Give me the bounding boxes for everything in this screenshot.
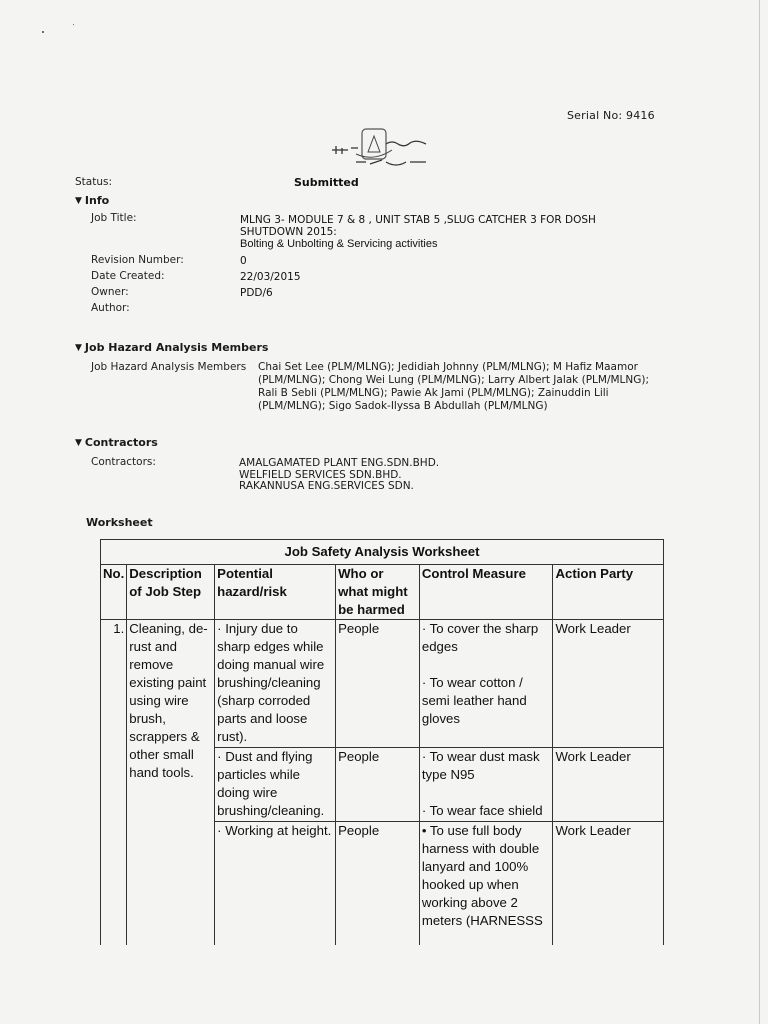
date-created-value: 22/03/2015: [240, 271, 301, 283]
table-title: Job Safety Analysis Worksheet: [101, 540, 664, 565]
scan-speck: [42, 31, 44, 33]
worksheet-heading: Worksheet: [86, 516, 153, 529]
table-row: [101, 620, 664, 748]
jha-members-section-toggle[interactable]: [75, 341, 268, 354]
author-label: Author:: [91, 302, 130, 314]
job-title-value: MLNG 3- MODULE 7 & 8 , UNIT STAB 5 ,SLUG CATCHER 3 FOR DOSH SHUTDOWN 2015: Bolting & Unbolting & Servicing activities: [240, 214, 596, 250]
collapse-triangle-icon: ▼: [75, 342, 82, 353]
scan-edge: [759, 0, 760, 1024]
hazard-cell: · Dust and flying particles while doing wire brushing/cleaning.: [215, 748, 336, 822]
action-party-cell: Work Leader: [553, 748, 664, 822]
column-header: Potential hazard/risk: [215, 565, 336, 620]
date-created-label: Date Created:: [91, 270, 165, 282]
contractors-list: [239, 458, 439, 493]
contractors-heading: Contractors: [84, 436, 158, 449]
serial-number: Serial No: 9416: [567, 109, 655, 122]
owner-value: PDD/6: [240, 287, 273, 299]
action-party-cell: Work Leader: [553, 822, 664, 946]
page-bottom-margin: [100, 945, 665, 1024]
control-measure-cell: • To use full body harness with double lanyard and 100% hooked up when working above 2 meters (HARNESSS: [419, 822, 553, 946]
contractors-section-toggle[interactable]: [75, 436, 158, 449]
info-heading: Info: [84, 194, 110, 207]
contractor-item: WELFIELD SERVICES SDN.BHD.: [239, 468, 402, 481]
job-safety-analysis-table: [100, 539, 664, 946]
info-section-toggle[interactable]: [75, 194, 109, 207]
table-header-row: [101, 565, 664, 620]
action-party-cell: Work Leader: [553, 620, 664, 748]
step-number: 1.: [101, 620, 127, 946]
column-header: Action Party: [553, 565, 664, 620]
revision-number-value: 0: [240, 255, 247, 267]
column-header: No.: [101, 565, 127, 620]
job-title-label: Job Title:: [91, 212, 137, 224]
contractors-label: Contractors:: [91, 456, 156, 468]
jha-members-heading: Job Hazard Analysis Members: [84, 341, 269, 354]
owner-label: Owner:: [91, 286, 129, 298]
control-measure-cell: · To cover the sharp edges · To wear cotton / semi leather hand gloves: [419, 620, 553, 748]
column-header: Who or what might be harmed: [336, 565, 420, 620]
status-value: Submitted: [294, 176, 359, 189]
jha-members-label: Job Hazard Analysis Members: [91, 361, 247, 373]
collapse-triangle-icon: ▼: [75, 437, 82, 448]
revision-number-label: Revision Number:: [91, 254, 184, 266]
column-header: Description of Job Step: [127, 565, 215, 620]
scan-speck: [73, 24, 74, 25]
contractor-item: RAKANNUSA ENG.SERVICES SDN.: [239, 480, 414, 492]
status-label: Status:: [75, 176, 112, 188]
who-cell: People: [336, 748, 420, 822]
step-description: Cleaning, de-rust and remove existing paint using wire brush, scrappers & other small hand tools.: [127, 620, 215, 946]
column-header: Control Measure: [419, 565, 553, 620]
who-cell: People: [336, 822, 420, 946]
jha-members-list: Chai Set Lee (PLM/MLNG); Jedidiah Johnny (PLM/MLNG); M Hafiz Maamor (PLM/MLNG); Chong Wei Lung (PLM/MLNG); Larry Albert Jalak (PLM/MLNG); Rali B Sebli (PLM/MLNG); Pawie Ak Jami (PLM/MLNG); Zainuddin Lili (PLM/MLNG); Sigo Sadok-Ilyssa B Abdullah (PLM/MLNG): [258, 361, 650, 412]
job-hazard-analysis-logo: [326, 128, 432, 172]
who-cell: People: [336, 620, 420, 748]
hazard-cell: · Injury due to sharp edges while doing manual wire brushing/cleaning (sharp corroded parts and loose rust).: [215, 620, 336, 748]
collapse-triangle-icon: ▼: [75, 195, 82, 206]
contractor-item: AMALGAMATED PLANT ENG.SDN.BHD.: [239, 457, 440, 469]
control-measure-cell: · To wear dust mask type N95 · To wear face shield: [419, 748, 553, 822]
hazard-cell: · Working at height.: [215, 822, 336, 946]
